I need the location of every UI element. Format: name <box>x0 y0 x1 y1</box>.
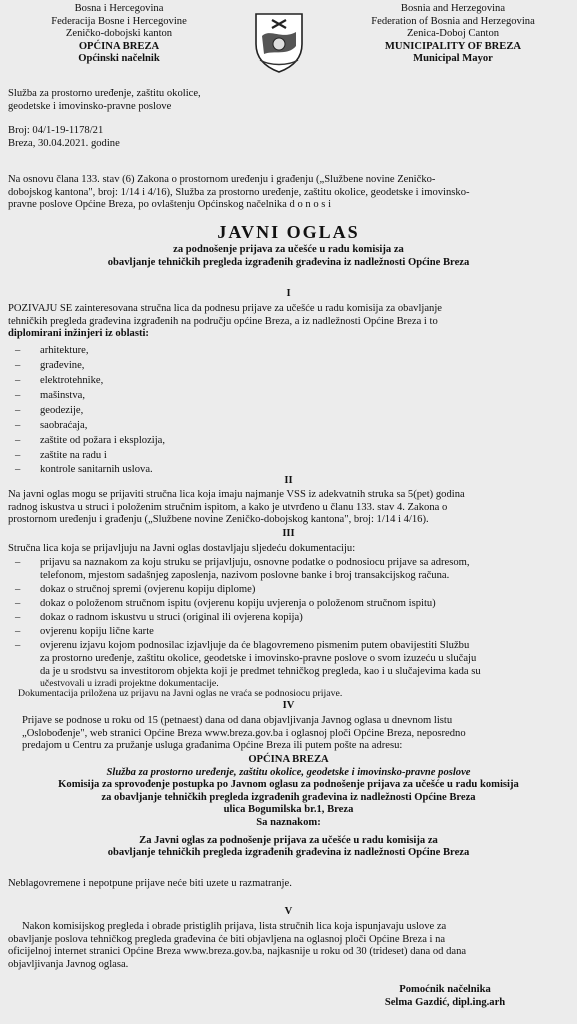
section-5-line: oficijelnoj internet stranici Općine Breza www.breza.gov.ba, najkasnije u roku od 30 (trideset) dana od dana <box>8 946 467 958</box>
municipality-coat-of-arms <box>248 10 310 74</box>
list-dash: – <box>15 557 21 568</box>
address-line: Za Javni oglas za podnošenje prijava za učešće u radu komisija za <box>139 834 438 846</box>
list-item: telefonom, mjestom sadašnjeg zaposlenja, nazivom poslovne banke i broj transakcijskog računa. <box>40 570 450 581</box>
document-list <box>8 557 568 689</box>
list-item: zaštite od požara i eksplozija, <box>40 435 166 446</box>
section-1-line: tehničkih pregleda građevina izgrađenih na području općine Breza, a iz nadležnosti Općine Breza i to <box>8 315 438 327</box>
section-5-line: objavljivanja Javnog oglasa. <box>8 958 129 970</box>
header-right-line: MUNICIPALITY OF BREZA <box>384 40 522 52</box>
section-2-line: radnog iskustva u struci i položenim stručnim ispitom, a kako je utvrđeno u članu 133. stav 4. Zakona o <box>8 501 448 513</box>
address-line: za obavljanje tehničkih pregleda izgrađenih građevina iz nadležnosti Općine Breza <box>101 791 476 803</box>
header-right-line: Zenica-Doboj Canton <box>406 28 500 40</box>
section-4-line: „Oslobođenje", web stranici Općine Breza www.breza.gov.ba i oglasnoj ploči Općine Breza, neposredno <box>22 727 466 739</box>
intro-line: pravne poslove Općine Breza, po ovlaštenju Općinskog načelnika d o n o s i <box>8 199 332 211</box>
section-4-line: Prijave se podnose u roku od 15 (petnaest) dana od dana objavljivanja Javnog oglasa u dnevnom listu <box>22 715 453 726</box>
list-dash: – <box>15 612 21 623</box>
address-line: ulica Bogumilska br.1, Breza <box>223 804 354 816</box>
section-4-line: predajom u Centru za pružanje usluga građanima Općine Breza ili putem pošte na adresu: <box>22 740 403 752</box>
header-left <box>14 3 224 66</box>
list-dash: – <box>15 640 21 651</box>
list-dash: – <box>15 584 21 595</box>
section-number: I <box>286 288 291 299</box>
header-right-line: Bosnia and Herzegovina <box>400 3 506 14</box>
list-item: ovjerenu kopiju lične karte <box>40 626 154 637</box>
list-item: ovjerenu izjavu kojom podnosilac izjavljuje da će blagovremeno pismenim putem obavijestiti Službu <box>40 640 470 651</box>
service-line: Služba za prostorno uređenje, zaštitu okolice, <box>8 88 201 99</box>
service-line: geodetske i imovinsko-pravne poslove <box>8 100 172 112</box>
section-4-text <box>8 715 568 753</box>
field-list <box>8 345 308 475</box>
section-3-lead: Stručna lica koja se prijavljuju na Javni oglas dostavljaju sljedeću dokumentaciju: <box>8 543 356 554</box>
section-number: III <box>282 528 295 539</box>
section-number: V <box>284 906 293 917</box>
header-left-line: Općinski načelnik <box>78 53 160 65</box>
address-line: Služba za prostorno uređenje, zaštitu okolice, geodetske i imovinsko-pravne poslove <box>106 766 471 778</box>
list-item: arhitekture, <box>40 345 89 356</box>
subtitle-line: za podnošenje prijava za učešće u radu komisija za <box>173 244 404 255</box>
header-left-line: Federacija Bosne i Hercegovine <box>51 15 187 27</box>
address-line: Komisija za sprovođenje postupka po Javnom oglasu za podnošenje prijava za učešće u radu komisija <box>58 779 519 791</box>
list-dash: – <box>15 464 21 475</box>
section-5-text <box>8 921 568 971</box>
header-left-line: OPĆINA BREZA <box>78 40 160 52</box>
list-item: za prostorno uređenje, zaštitu okolice, geodetske i imovinsko-pravne poslove o svom izuzeću u slučaju <box>40 653 477 664</box>
list-dash: – <box>15 598 21 609</box>
list-item: geodezije, <box>40 405 84 416</box>
document-date: Breza, 30.04.2021. godine <box>8 137 120 149</box>
list-item: prijavu sa naznakom za koju struku se prijavljuju, osnovne podatke o podnosiocu prijave sa adresom, <box>40 557 470 568</box>
signature-title: Pomoćnik načelnika <box>399 984 491 995</box>
document-title: JAVNI OGLAS <box>217 222 360 242</box>
section-2-line: prostornom uređenju i građenju („Službene novine Zeničko-dobojskog kantona", broj: 1/14 i 4/16). <box>8 514 429 526</box>
signature-block <box>360 984 530 1009</box>
signature-name: Selma Gazdić, dipl.ing.arh <box>384 996 506 1008</box>
submission-address <box>0 754 577 860</box>
intro-paragraph <box>8 174 568 212</box>
list-item: saobraćaja, <box>40 420 88 431</box>
subtitle-line: obavljanje tehničkih pregleda izgrađenih građevina iz nadležnosti Općine Breza <box>107 256 470 268</box>
section-2-text <box>8 489 568 527</box>
list-dash: – <box>15 420 21 431</box>
late-notice: Neblagovremene i nepotpune prijave neće biti uzete u razmatranje. <box>8 878 292 889</box>
service-block <box>8 88 201 113</box>
section-3-note: Dokumentacija priložena uz prijavu na Javni oglas ne vraća se podnosiocu prijave. <box>18 688 343 699</box>
list-item: kontrole sanitarnih uslova. <box>40 464 153 475</box>
list-item: elektrotehnike, <box>40 375 104 386</box>
header-right <box>338 3 568 66</box>
header-left-line: Bosna i Hercegovina <box>74 3 164 14</box>
list-dash: – <box>15 405 21 416</box>
list-item: zaštite na radu i <box>40 450 107 461</box>
list-item: učestvovali u izradi projektne dokumentacije. <box>40 678 219 689</box>
list-item: mašinstva, <box>40 390 86 401</box>
section-1-line: diplomirani inžinjeri iz oblasti: <box>8 328 149 340</box>
section-5-line: obavljanje poslova tehničkog pregleda građevina će biti objavljena na oglasnoj ploči Općine Breza i na <box>8 933 446 945</box>
list-dash: – <box>15 435 21 446</box>
address-line: OPĆINA BREZA <box>248 754 329 765</box>
list-dash: – <box>15 360 21 371</box>
intro-line: dobojskog kantona", broj: 1/14 i 4/16), Služba za prostorno uređenje, zaštitu okolice, geodetske i imovinsko- <box>8 186 470 198</box>
header-right-line: Municipal Mayor <box>413 53 493 65</box>
list-item: građevine, <box>40 360 85 371</box>
document-subtitle <box>0 244 577 269</box>
address-line: obavljanje tehničkih pregleda izgrađenih građevina iz nadležnosti Općine Breza <box>107 847 470 859</box>
header-right-line: Federation of Bosnia and Herzegovina <box>371 15 535 27</box>
list-dash: – <box>15 626 21 637</box>
section-1-line: POZIVAJU SE zainteresovana stručna lica da podnesu prijave za učešće u radu komisija za obavljanje <box>8 303 442 314</box>
list-item: dokaz o radnom iskustvu u struci (original ili ovjerena kopija) <box>40 612 303 623</box>
intro-line: Na osnovu člana 133. stav (6) Zakona o prostornom uređenju i građenju („Službene novine Zeničko- <box>8 174 436 185</box>
list-item: da je u srodstvu sa investitorom objekta koji je predmet tehničkog pregleda, kao i u slučajevima kada su <box>40 666 481 677</box>
section-5-line: Nakon komisijskog pregleda i obrade pristiglih prijava, lista stručnih lica koja ispunjavaju uslove za <box>22 921 447 932</box>
address-line: Sa naznakom: <box>256 816 321 828</box>
list-dash: – <box>15 390 21 401</box>
list-dash: – <box>15 450 21 461</box>
reference-number: Broj: 04/1-19-1178/21 <box>8 125 104 136</box>
section-number: IV <box>282 700 295 711</box>
list-dash: – <box>15 345 21 356</box>
list-item: dokaz o položenom stručnom ispitu (ovjerenu kopiju uvjerenja o položenom stručnom ispitu) <box>40 598 436 609</box>
list-item: dokaz o stručnoj spremi (ovjerenu kopiju diplome) <box>40 584 256 595</box>
list-dash: – <box>15 375 21 386</box>
reference-block <box>8 125 120 150</box>
section-number: II <box>284 475 293 486</box>
section-2-line: Na javni oglas mogu se prijaviti stručna lica koja imaju najmanje VSS iz adekvatnih struka sa 5(pet) godina <box>8 489 465 500</box>
header-left-line: Zeničko-dobojski kanton <box>65 28 173 40</box>
section-1-text <box>8 303 568 341</box>
